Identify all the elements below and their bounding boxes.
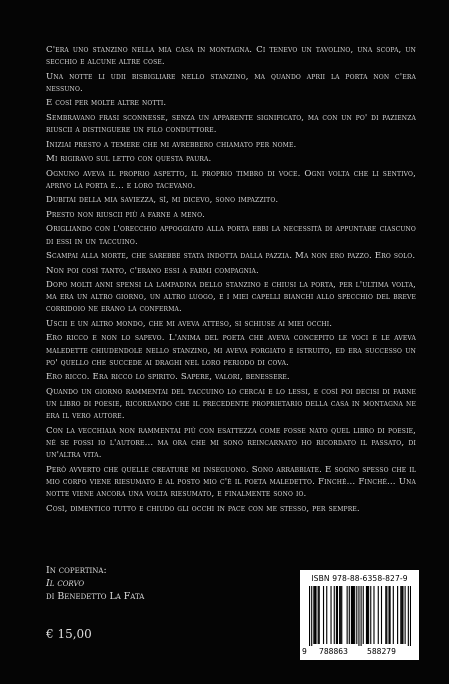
barcode-bar [353,586,354,644]
cover-label: In copertina: [46,565,107,576]
barcode-bar [356,586,357,644]
blurb-paragraph: Origliando con l'orecchio appoggiato alla porta ebbi la necessità di appuntare ciascuno di essi in un taccuino. [46,224,416,247]
barcode-bar [386,586,387,644]
barcode-bar [381,586,382,644]
blurb-paragraph: Una notte li udii bisbigliare nello stanzino, ma quando aprii la porta non c'era nessuno. [46,71,416,94]
barcode-bar [314,586,315,644]
blurb-paragraph: Quando un giorno rammentai del taccuino lo cercai e lo lessi, e così poi decisi di farne un libro di poesie, ricordando che il precedente proprietario della casa in montagna ne era il vero autore. [46,386,416,422]
barcode-bar [340,586,341,644]
blurb-paragraph: Uscii e un altro mondo, che mi aveva atteso, si schiuse ai miei occhi. [46,318,333,329]
barcode-bar [367,586,368,644]
barcode-bar [347,586,348,644]
barcode-bar [402,586,403,644]
blurb-paragraph: Ero ricco e non lo sapevo. L'anima del poeta che aveva concepito le voci e le aveva maledette chiudendole nello stanzino, mi aveva forgiato e istruito, ed era successo un po' quello che succede ai draghi nel loro periodo di cova. [46,333,416,368]
barcode-bar [330,586,331,644]
barcode-bar [341,586,342,644]
barcode-bar [361,586,362,646]
barcode-bar [323,586,324,644]
barcode-bar [334,586,335,644]
isbn-label: ISBN 978-88-6358-827-9 [311,574,408,583]
barcode-bar [339,586,340,644]
barcode-bar [363,586,364,644]
ean-left-group: 788863 [319,647,348,656]
barcode-bar [388,586,389,644]
blurb-paragraph: Non poi così tanto, c'erano essi a farmi compagnia. [46,265,259,276]
barcode-bar [336,586,337,644]
barcode-bar [410,586,411,646]
barcode-bar [405,586,406,644]
barcode-bar [366,586,367,644]
blurb-paragraph: Sembravano frasi sconnesse, senza un apparente significato, ma con un po' di pazienza riuscii a distinguere un filo conduttore. [46,112,416,136]
blurb-paragraph: Dopo molti anni spensi la lampadina dello stanzino e chiusi la porta, per l'ultima volta, ma era un altro giorno, un altro luogo, e i miei capelli bianchi allo specchio del breve corridoio ne erano la conferma. [46,280,416,315]
barcode-bar [373,586,374,644]
barcode-bar [368,586,369,644]
blurb-paragraph: Mi rigiravo sul letto con questa paura. [46,154,212,165]
cover-artwork-title: Il corvo [46,578,85,589]
blurb-paragraph: Ognuno aveva il proprio aspetto, il proprio timbro di voce. Ogni volta che li sentivo, aprivo la porta e... e loro tacevano. [46,168,416,191]
ean-right-group: 588279 [367,647,396,656]
barcode-bar [315,586,316,644]
barcode-bar [393,586,394,644]
barcode-bar [311,586,312,646]
blurb-paragraph: Così, dimentico tutto e chiudo gli occhi in pace con me stesso, per sempre. [46,503,360,514]
barcode-bar [337,586,338,644]
barcode-bar [351,586,352,644]
barcode-bar [358,586,359,646]
blurb-paragraph: Dubitai della mia saviezza, sì, mi dicevo, sono impazzito. [46,195,279,206]
blurb-paragraph: Presto non riuscii più a farne a meno. [46,209,206,220]
blurb-paragraph: Iniziai presto a temere che mi avrebbero chiamato per nome. [46,139,297,150]
barcode-bar [326,586,327,644]
barcode-bar [309,586,310,646]
barcode-bar [390,586,391,644]
blurb-text [46,44,416,517]
barcode-bar [349,586,350,644]
blurb-paragraph: C'era uno stanzino nella mia casa in montagna. Ci tenevo un tavolino, una scopa, un secchio e alcune altre cose. [46,45,416,68]
barcode-bar [385,586,386,644]
price-label: € 15,00 [46,627,92,641]
barcode-bar [397,586,398,644]
blurb-paragraph: E così per molte altre notti. [46,98,167,109]
barcode-bar [378,586,379,644]
isbn-barcode [300,570,419,660]
blurb-paragraph: Scampai alla morte, che sarebbe stata indotta dalla pazzia. Ma non ero pazzo. Ero solo. [46,251,416,262]
barcode-bar [352,586,353,644]
barcode-bar [408,586,409,646]
barcode-bar [401,586,402,644]
blurb-paragraph: Ero ricco. Era ricco lo spirito. Sapere, valori, benessere. [46,372,290,383]
barcode-bars [309,586,411,646]
cover-artist: di Benedetto La Fata [46,591,145,602]
blurb-paragraph: Però avverto che quelle creature mi inseguono. Sono arrabbiate. E sogno spesso che il mio corpo viene riesumato e al posto mio c'è il poeta maledetto. Finché... Finché... Una notte viene ancora una volta riesumato, e finalmente sono io. [46,464,416,500]
cover-credits [46,564,266,603]
barcode-bar [319,586,320,644]
barcode-bar [370,586,371,644]
barcode-bar [313,586,314,644]
ean-first-digit: 9 [302,647,307,656]
barcode-bar [354,586,355,644]
barcode-bar [318,586,319,644]
barcode-bar [400,586,401,644]
blurb-paragraph: Con la vecchiaia non rammentai più con esattezza come fosse nato quel libro di poesie, né se fossi io l'autore... ma ora che mi sono reincarnato ho ricordato il passato, di un'altra vita. [46,425,416,461]
